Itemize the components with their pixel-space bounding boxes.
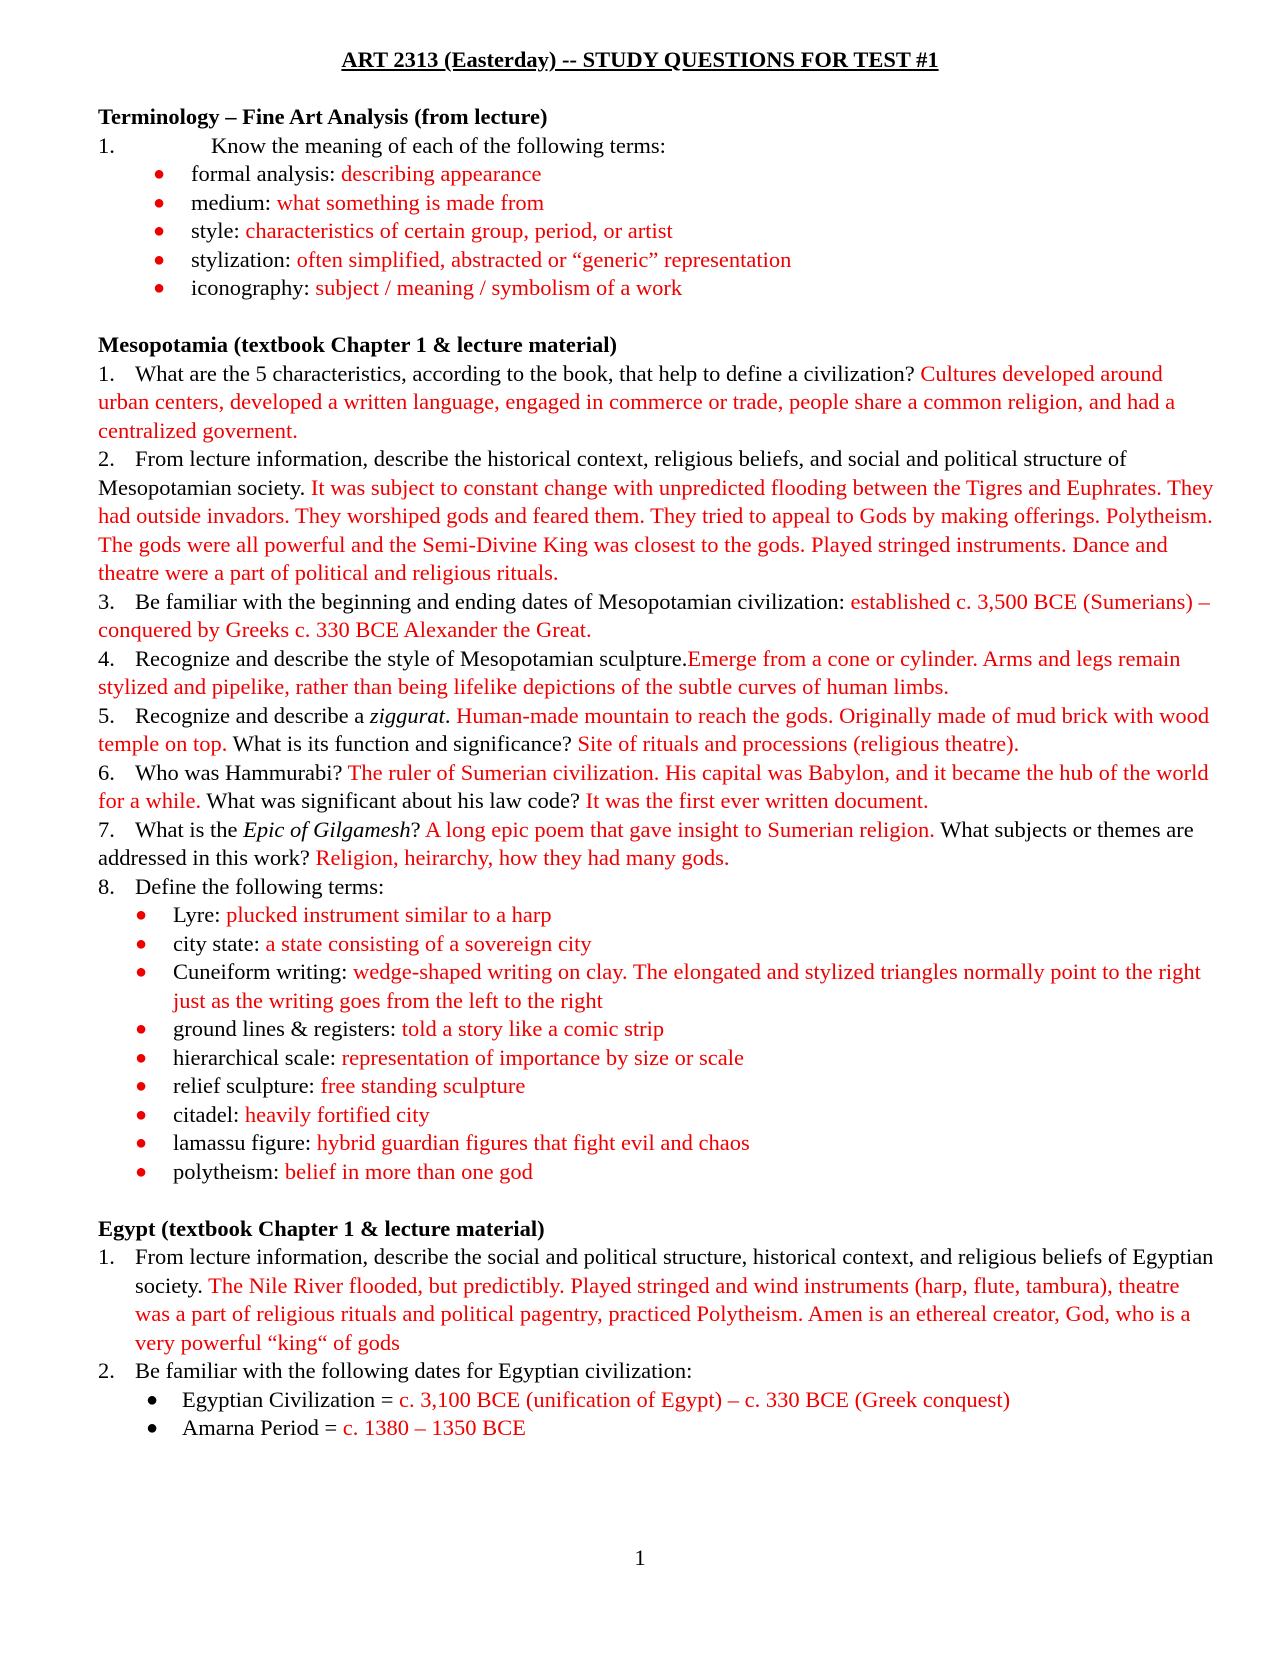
term-answer: wedge-shaped writing on clay. The elongated and stylized triangles normally point to the right just as the writing goes from the left to the right [173,959,1201,1013]
question-text: What are the 5 characteristics, according to the book, that help to define a civilization? [135,360,921,386]
term-label: formal analysis: [191,161,341,186]
question-text: From lecture information, describe the social and political structure, historical context, and religious beliefs of Egyptian society. [135,1244,1214,1298]
term-answer: subject / meaning / symbolism of a work [315,275,683,300]
term-answer: free standing sculpture [320,1073,526,1098]
question-item [98,1357,1216,1386]
term-answer: told a story like a comic strip [401,1016,665,1041]
term-item [98,246,1216,275]
question-text: Be familiar with the beginning and ending dates of Mesopotamian civilization: [135,588,851,614]
question-number: 2. [98,1358,115,1383]
question-text: Recognize and describe the style of Mesopotamian sculpture. [135,645,688,671]
term-item [98,160,1216,189]
term-label: iconography: [191,275,316,300]
question-text: . [444,702,457,728]
question-item [98,816,1216,873]
bullet-icon: ● [135,904,148,926]
question-number: 4. [98,645,115,671]
document-title: ART 2313 (Easterday) -- STUDY QUESTIONS FOR TEST #1 [341,47,939,72]
date-item [98,1414,1216,1443]
question-number: 1. [98,360,115,386]
bullet-icon: ● [135,1132,148,1154]
question-text: What is its function and significance? [227,731,578,756]
date-item [98,1386,1216,1415]
term-item [98,901,1216,930]
question-text: What was significant about his law code? [201,788,586,813]
term-item [98,1044,1216,1073]
answer-text: established c. 3,500 BCE (Sumerians) – conquered by Greeks c. 330 BCE Alexander the Great. [98,588,1210,642]
term-item [98,930,1216,959]
term-label: city state: [173,930,266,956]
term-answer: hybrid guardian figures that fight evil and chaos [316,1130,750,1155]
term-label: stylization: [191,246,297,272]
question-number: 8. [98,873,115,899]
bullet-icon: ● [135,961,148,983]
term-label: polytheism: [173,1158,285,1184]
term-list [98,901,1216,1186]
answer-text: It was the first ever written document. [585,788,929,813]
bullet-icon: ● [135,932,148,955]
term-label: ground lines & registers: [173,1016,402,1041]
bullet-icon: ● [146,1388,159,1411]
date-list [98,1386,1216,1443]
bullet-icon: ● [153,191,166,214]
term-item [98,1072,1216,1101]
term-answer: describing appearance [340,161,542,186]
term-item [98,1015,1216,1044]
bullet-icon: ● [153,248,166,271]
term-label: medium: [191,189,277,215]
bullet-icon: ● [153,163,166,185]
bullet-icon: ● [135,1018,148,1040]
term-item [98,958,1216,1015]
term-answer: representation of importance by size or scale [341,1044,744,1070]
question-text: What is the [135,816,244,842]
term-answer: a state consisting of a sovereign city [265,930,592,956]
term-item [98,1101,1216,1130]
question-item [98,645,1216,702]
document-body [98,103,1216,1443]
question-item [98,1243,1216,1357]
term-label: Lyre: [173,902,227,927]
question-item [98,360,1216,446]
term-label: citadel: [173,1101,245,1127]
term-item [98,1158,1216,1187]
date-answer: c. 1380 – 1350 BCE [342,1415,526,1440]
term-label: relief sculpture: [173,1073,321,1098]
term-label: style: [191,218,246,243]
answer-text: It was subject to constant change with unpredicted flooding between the Tigres and Euphrates. They had outside invadors. They worshiped gods and feared them. They tried to appeal to Gods by making offerings. Polytheism. The gods were all powerful and the Semi-Divine King was closest to the gods. Played stringed instruments. Dance and theatre were a part of political and religious rituals. [98,474,1214,585]
question-text: Define the following terms: [135,873,385,899]
term-list [98,160,1216,303]
question-text: From lecture information, describe the historical context, religious beliefs, and social and political structure of Mesopotamian society. [98,446,1127,500]
term-item [98,217,1216,246]
question-number: 1. [98,132,115,158]
section-heading-terminology: Terminology – Fine Art Analysis (from lecture) [98,104,548,129]
question-text: Know the meaning of each of the following terms: [211,132,666,158]
term-answer: often simplified, abstracted or “generic” representation [296,246,792,272]
question-item [98,588,1216,645]
question-term-italic: Epic of Gilgamesh [243,816,411,842]
answer-text: Religion, heirarchy, how they had many gods. [315,845,730,870]
question-number: 3. [98,588,115,614]
page-number: 1 [634,1545,646,1570]
term-answer: characteristics of certain group, period, or artist [245,218,673,243]
bullet-icon: ● [135,1160,148,1183]
date-label: Egyptian Civilization = [182,1386,400,1412]
question-number: 6. [98,759,115,785]
question-item [98,759,1216,816]
question-item [98,873,1216,902]
question-number: 5. [98,702,115,728]
question-number: 1. [98,1244,115,1269]
term-label: Cuneiform writing: [173,959,353,984]
bullet-icon: ● [135,1075,148,1097]
question-text: Recognize and describe a [135,702,370,728]
question-item [98,445,1216,588]
section-heading-mesopotamia: Mesopotamia (textbook Chapter 1 & lecture material) [98,332,618,357]
answer-text: Cultures developed around urban centers, developed a written language, engaged in commerce or trade, people share a common religion, and had a centralized governent. [98,360,1176,443]
bullet-icon: ● [135,1046,148,1069]
question-text: What subjects or themes are addressed in this work? [98,816,1194,870]
term-answer: heavily fortified city [244,1101,430,1127]
bullet-icon: ● [153,277,166,299]
bullet-icon: ● [135,1103,148,1126]
question-number: 2. [98,446,115,471]
question-text: ? [410,816,425,842]
term-item [98,189,1216,218]
term-label: hierarchical scale: [173,1044,342,1070]
question-text: Who was Hammurabi? [135,759,348,785]
term-label: lamassu figure: [173,1130,317,1155]
answer-text: The ruler of Sumerian civilization. His capital was Babylon, and it became the hub of the world for a while. [98,759,1209,813]
answer-text: Emerge from a cone or cylinder. Arms and legs remain stylized and pipelike, rather than being lifelike depictions of the subtle curves of human limbs. [98,645,1181,699]
term-item [98,274,1216,303]
term-answer: what something is made from [276,189,545,215]
question-text: Be familiar with the following dates for Egyptian civilization: [135,1358,693,1383]
question-item [98,702,1216,759]
date-answer: c. 3,100 BCE (unification of Egypt) – c. 330 BCE (Greek conquest) [399,1386,1011,1412]
section-heading-egypt: Egypt (textbook Chapter 1 & lecture material) [98,1215,545,1241]
date-label: Amarna Period = [182,1415,343,1440]
question-item [98,132,1216,161]
question-term-italic: ziggurat [369,702,445,728]
term-answer: belief in more than one god [284,1158,533,1184]
term-answer: plucked instrument similar to a harp [226,902,552,927]
answer-text: Human-made mountain to reach the gods. Originally made of mud brick with wood temple on top. [98,702,1210,756]
bullet-icon: ● [153,220,166,242]
bullet-icon: ● [146,1417,159,1439]
answer-text: The Nile River flooded, but predictibly. Played stringed and wind instruments (harp, flute, tambura), theatre was a part of religious rituals and political pagentry, practiced Polytheism. Amen is an ethereal creator, God, who is a very powerful “king“ of gods [135,1272,1191,1355]
term-item [98,1129,1216,1158]
answer-text: Site of rituals and processions (religious theatre). [577,731,1020,756]
question-number: 7. [98,816,115,842]
answer-text: A long epic poem that gave insight to Sumerian religion. [424,816,935,842]
